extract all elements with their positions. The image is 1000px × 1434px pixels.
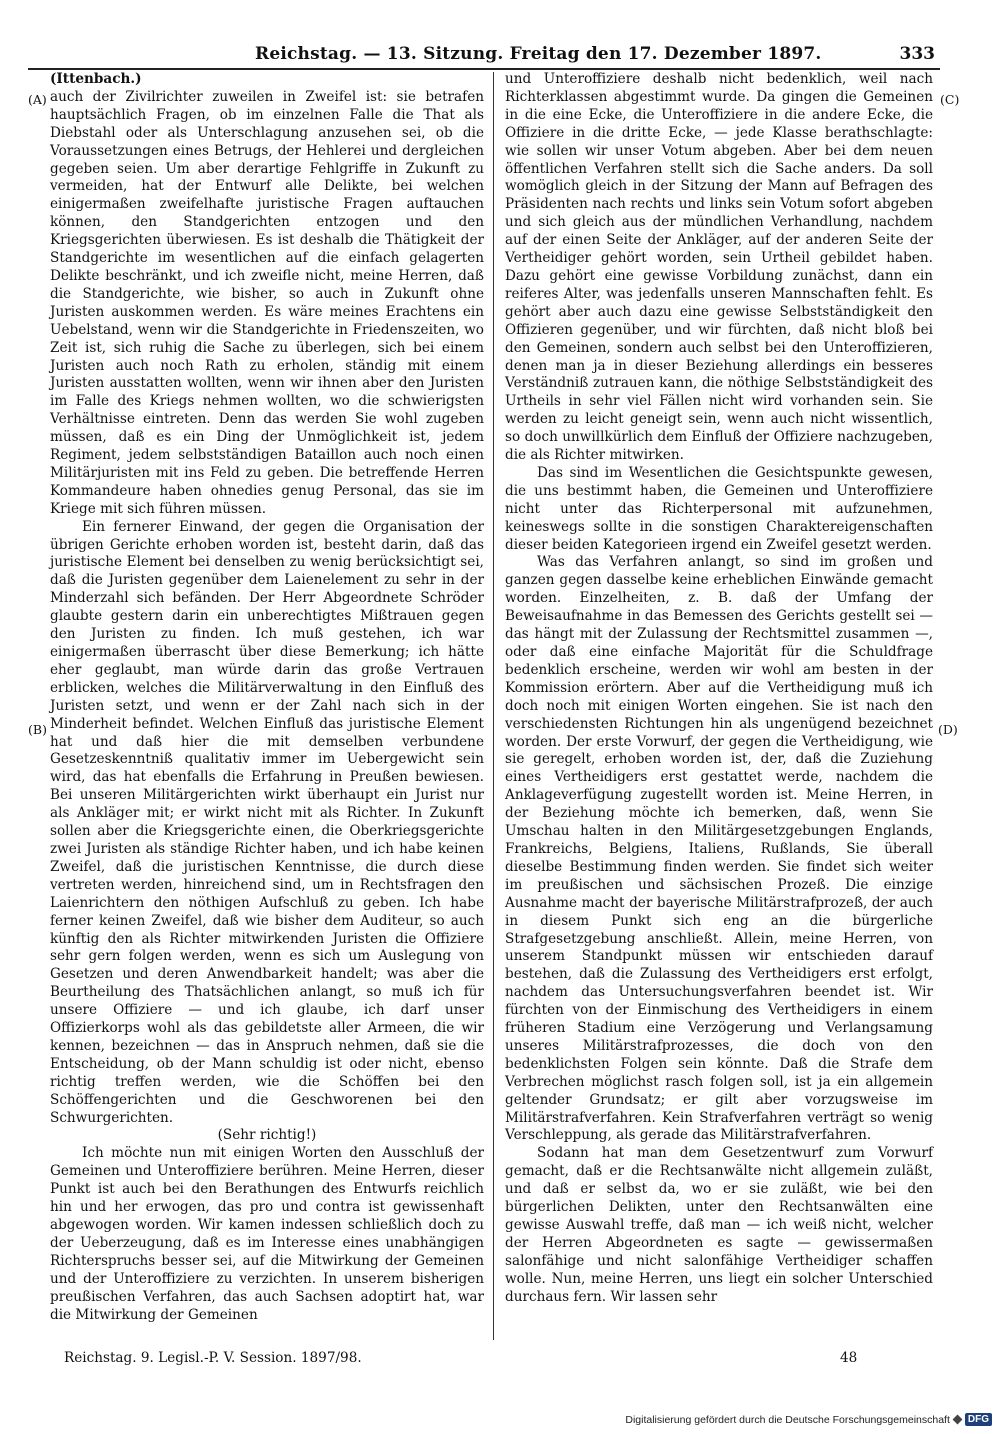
margin-marker-a: (A) <box>28 92 47 107</box>
credit-text: Digitalisierung gefördert durch die Deutsche Forschungsgemeinschaft <box>625 1413 950 1426</box>
dfg-logo: DFG <box>965 1413 992 1426</box>
speaker-name: (Ittenbach.) <box>50 71 142 87</box>
right-column <box>505 71 933 1307</box>
page-number: 333 <box>899 44 935 64</box>
paragraph: und Unteroffiziere deshalb nicht bedenklich, weil nach Richterklassen abgestimmt wurde. Da gingen die Gemeinen in die eine Ecke, die Unteroffiziere in die andere Ecke, die Offiziere in die dritte Ecke, — jede Klasse berathschlagte: wie sollen wir unser Votum abgeben. Aber bei dem neuen öffentlichen Verfahren stellt sich die Sache anders. Da soll womöglich gleich in der Sitzung der Mann auf Befragen des Präsidenten nach rechts und links sein Votum sofort abgeben und sich gleich aus der mündlichen Verhandlung, nachdem auf der einen Seite der Ankläger, auf der anderen Seite der Vertheidiger gehört worden, sein Urtheil gebildet haben. Dazu gehört eine gewisse Vorbildung zunächst, dann ein reiferes Alter, was jedenfalls unseren Mannschaften fehlt. Es gehört aber auch dazu eine gewisse Selbstständigkeit den Offizieren gegenüber, und wir fürchten, daß nicht bloß bei den Gemeinen, sondern auch selbst bei den Unteroffizieren, denen man ja in dieser Beziehung allerdings ein besseres Verständniß zutrauen kann, die nöthige Selbstständigkeit des Urtheils in sehr viel Fällen nicht wird vorhanden sein. Sie werden zu leicht geneigt sein, wenn auch nicht wissentlich, so doch unwillkürlich dem Einfluß der Offiziere nachzugeben, die als Richter mitwirken. <box>505 71 933 464</box>
header-rule <box>28 68 940 70</box>
column-divider <box>493 72 494 1340</box>
margin-marker-c: (C) <box>940 92 960 107</box>
interjection: (Sehr richtig!) <box>217 1127 317 1144</box>
paragraph: Ich möchte nun mit einigen Worten den Ausschluß der Gemeinen und Unteroffiziere berühren. Meine Herren, dieser Punkt ist auch bei den Berathungen des Entwurfs reichlich hin und her erwogen, das pro und contra ist gewissenhaft abgewogen worden. Wir kamen indessen schließlich doch zu der Ueberzeugung, daß es im Interesse eines unabhängigen Richterspruchs besser sei, auf die Mitwirkung der Gemeinen und der Unteroffiziere zu verzichten. In unserem bisherigen preußischen Verfahren, das auch Sachsen adoptirt hat, war die Mitwirkung der Gemeinen <box>50 1145 484 1323</box>
paragraph: Sodann hat man dem Gesetzentwurf zum Vorwurf gemacht, daß er die Rechtsanwälte nicht allgemein zuläßt, und daß er selbst da, wo er sie zuläßt, wie bei den bürgerlichen Delikten, unter den Rechtsanwälten eine gewisse Auswahl treffe, daß man — ich weiß nicht, welcher der Herren Abgeordneten es sagte — gewissermaßen salonfähige und nicht salonfähige Vertheidiger schaffen wolle. Nun, meine Herren, uns liegt ein solcher Unterschied durchaus fern. Wir lassen sehr <box>505 1145 933 1305</box>
paragraph: auch der Zivilrichter zuweilen in Zweifel ist: sie betrafen hauptsächlich Fragen, ob im einzelnen Falle die That als Diebstahl oder als Unterschlagung anzusehen sei, ob die Voraussetzungen eines Betrugs, der Hehlerei und dergleichen gegeben seien. Um aber derartige Fehlgriffe in Zukunft zu vermeiden, hat der Entwurf alle Delikte, bei welchen einigermaßen zweifelhafte juristische Fragen auftauchen können, den Standgerichten entzogen und den Kriegsgerichten überwiesen. Es ist deshalb die Thätigkeit der Standgerichte im wesentlichen auf die einfach gelagerten Delikte beschränkt, und ich zweifle nicht, meine Herren, daß die Standgerichte, wie bisher, so auch in Zukunft ohne Juristen auskommen werden. Es wäre meines Erachtens ein Uebelstand, wenn wir die Standgerichte in Friedenszeiten, wo Zeit ist, sich ruhig die Sache zu überlegen, sich bei einem Juristen auch noch Rath zu erholen, ständig mit einem Juristen ausstatten wollten, wenn wir ihnen aber den Juristen im Falle des Kriegs nehmen wollten, wo die schwierigsten Verhältnisse eintreten. Denn das werden Sie wohl zugeben müssen, daß es ein Ding der Unmöglichkeit ist, jedem Regiment, jedem selbstständigen Bataillon auch noch einen Militärjuristen mit ins Feld zu geben. Die betreffende Herren Kommandeure haben ohnedies genug Personal, das sie im Kriege mit sich führen müssen. <box>50 88 484 517</box>
running-header <box>255 44 935 68</box>
paragraph: Was das Verfahren anlangt, so sind im großen und ganzen gegen dasselbe keine erheblichen Einwände gemacht worden. Einzelheiten, z. B. daß der Umfang der Beweisaufnahme in das Bemessen des Gerichts gestellt sei — das hängt mit der Zulassung der Rechtsmittel zusammen —, oder daß eine einfache Majorität für die Schuldfrage bedenklich erscheine, werden wir wohl am besten in der Kommission erörtern. Aber auf die Vertheidigung muß ich doch noch mit einigen Worten eingehen. Sie ist nach den verschiedensten Richtungen hin als ungenügend bezeichnet worden. Der erste Vorwurf, der gegen die Vertheidigung, wie sie geregelt, erhoben worden ist, der, daß die Zuziehung eines Vertheidigers erst gestattet werde, nachdem die Anklageverfügung zugestellt worden ist. Meine Herren, in der Beziehung möchte ich bemerken, daß, wenn Sie Umschau halten in den Militärgesetzgebungen Englands, Frankreichs, Belgiens, Italiens, Rußlands, Sie überall dieselbe Bestimmung finden werden. Sie findet sich weiter im preußischen und sächsischen Prozeß. Die einzige Ausnahme macht der bayerische Militärstrafprozeß, der auch in diesem Punkt sich eng an die bürgerliche Strafgesetzgebung anschließt. Allein, meine Herren, von unserem Standpunkt müssen wir entschieden darauf bestehen, daß die Zulassung des Vertheidigers erst erfolgt, nachdem das Untersuchungsverfahren beendet ist. Wir fürchten von der Einmischung des Vertheidigers in einem früheren Stadium eine Verzögerung und Verlangsamung unseres Militärstrafprozesses, die doch von den bedenklichsten Folgen sein könnte. Daß die Strafe dem Verbrechen möglichst rasch folgen soll, ist ja ein allgemein geltender Grundsatz; er gilt aber vorzugsweise im Militärstrafverfahren. Kein Strafverfahren verträgt so wenig Verschleppung, als gerade das Militärstrafverfahren. <box>505 554 933 1144</box>
margin-marker-b: (B) <box>28 722 47 737</box>
paragraph: Das sind im Wesentlichen die Gesichtspunkte gewesen, die uns bestimmt haben, die Gemeinen und Unteroffiziere nicht unter das Richterpersonal mit aufzunehmen, keineswegs sollte in die sonstigen Charaktereigenschaften dieser beiden Kategorieen irgend ein Zweifel gesetzt werden. <box>505 464 933 553</box>
left-column <box>50 71 484 1324</box>
margin-marker-d: (D) <box>938 722 958 737</box>
separator-diamond-icon <box>952 1415 962 1425</box>
digitization-credit <box>625 1413 992 1426</box>
footer-session-info: Reichstag. 9. Legisl.-P. V. Session. 1897/98. <box>64 1350 362 1366</box>
sheet-number: 48 <box>840 1350 858 1366</box>
paragraph: Ein fernerer Einwand, der gegen die Organisation der übrigen Gerichte erhoben worden ist, besteht darin, daß das juristische Element bei denselben zu wenig berücksichtigt sei, daß die Juristen gegenüber dem Laienelement zu sehr in der Minderzahl sich befänden. Der Herr Abgeordnete Schröder glaubte gestern darin ein unberechtigtes Mißtrauen gegen den Juristen zu finden. Ich muß gestehen, ich war einigermaßen überrascht über diese Bemerkung; ich hätte eher geglaubt, man würde darin das große Vertrauen erblicken, welches die Militärverwaltung in den Einfluß des Juristen setzt, und wenn er der Zahl nach sich in der Minderheit befindet. Welchen Einfluß das juristische Element hat und daß hier die mit demselben verbundene Gesetzeskenntniß qualitativ immer im Uebergewicht sein wird, das hat ebenfalls die Erfahrung in Preußen bewiesen. Bei unseren Militärgerichten wirkt überhaupt ein Jurist nur als Ankläger mit; er wirkt nicht mit als Richter. In Zukunft sollen aber die Kriegsgerichte einen, die Oberkriegsgerichte zwei Juristen als ständige Richter haben, und ich habe keinen Zweifel, daß die juristischen Kenntnisse, die durch diese vertreten werden, hinreichend sind, um in Rechtsfragen den Laienrichtern den nöthigen Aufschluß zu geben. Ich habe ferner keinen Zweifel, daß wie bisher dem Auditeur, so auch künftig den als Richter mitwirkenden Juristen die Offiziere sehr gern folgen werden, wenn es sich um Auslegung von Gesetzen und deren Anwendbarkeit handelt; was aber die Beurtheilung des Thatsächlichen anlangt, so muß ich für unsere Offiziere — und ich glaube, ich darf unser Offizierkorps wohl als das gebildetste aller Armeen, die wir kennen, bezeichnen — das in Anspruch nehmen, daß sie die Entscheidung, ob der Mann schuldig ist oder nicht, ebenso richtig treffen werden, wie die Schöffen bei den Schöffengerichten und die Geschworenen bei den Schwurgerichten. <box>50 518 484 1126</box>
header-title: Reichstag. — 13. Sitzung. Freitag den 17. Dezember 1897. <box>255 44 822 64</box>
